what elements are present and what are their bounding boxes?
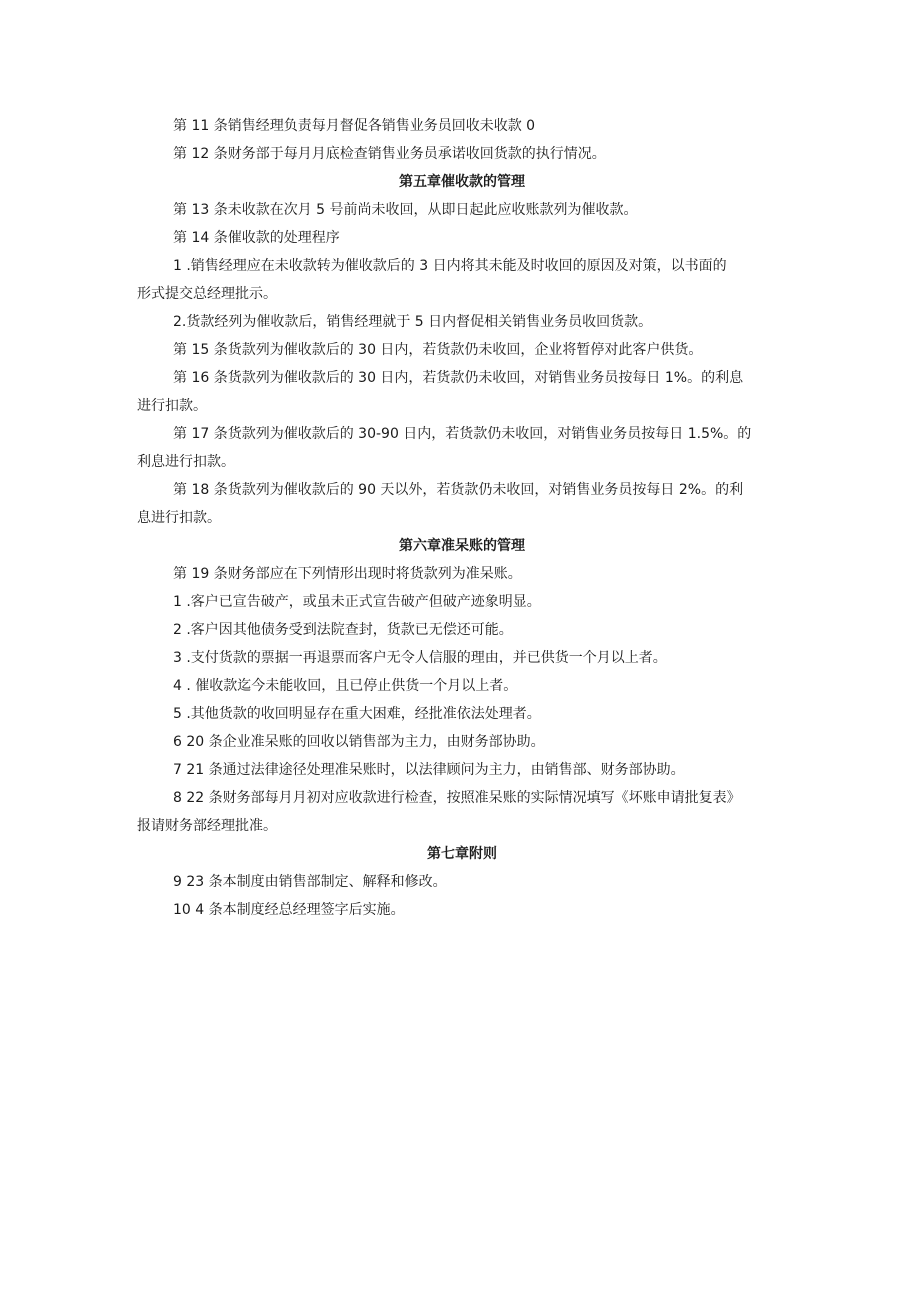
article-13: 第 13 条未收款在次月 5 号前尚未收回，从即日起此应收账款列为催收款。	[173, 202, 638, 218]
article-15: 第 15 条货款列为催收款后的 30 日内，若货款仍未收回，企业将暂停对此客户供货。	[173, 342, 703, 358]
article-11: 第 11 条销售经理负责每月督促各销售业务员回收未收款 0	[173, 118, 536, 134]
article-19-item-4: 4 . 催收款迄今未能收回，且已停止供货一个月以上者。	[173, 678, 518, 694]
article-21: 7 21 条通过法律途径处理准呆账时，以法律顾问为主力，由销售部、财务部协助。	[173, 762, 685, 778]
article-22-line-1: 8 22 条财务部每月月初对应收款进行检查，按照准呆账的实际情况填写《坏账申请批复表》	[173, 790, 741, 806]
article-18-line-2: 息进行扣款。	[137, 510, 221, 526]
article-19-item-2: 2 .客户因其他债务受到法院查封，货款已无偿还可能。	[173, 622, 513, 638]
article-19: 第 19 条财务部应在下列情形出现时将货款列为准呆账。	[173, 566, 522, 582]
article-16-line-1: 第 16 条货款列为催收款后的 30 日内，若货款仍未收回，对销售业务员按每日 1%。的利息	[173, 370, 744, 386]
article-14: 第 14 条催收款的处理程序	[173, 230, 340, 246]
chapter-6-heading: 第六章准呆账的管理	[399, 538, 525, 554]
article-14-item-2: 2.货款经列为催收款后，销售经理就于 5 日内督促相关销售业务员收回货款。	[173, 314, 653, 330]
article-22-line-2: 报请财务部经理批准。	[137, 818, 277, 834]
chapter-7-heading: 第七章附则	[427, 846, 497, 862]
article-19-item-5: 5 .其他货款的收回明显存在重大困难，经批准依法处理者。	[173, 706, 541, 722]
article-14-item-1-line-1: 1 .销售经理应在未收款转为催收款后的 3 日内将其未能及时收回的原因及对策，以书面的	[173, 258, 727, 274]
article-17-line-1: 第 17 条货款列为催收款后的 30-90 日内，若货款仍未收回，对销售业务员按每日 1.5%。的	[173, 426, 752, 442]
article-24: 10 4 条本制度经总经理签字后实施。	[173, 902, 405, 918]
article-18-line-1: 第 18 条货款列为催收款后的 90 天以外，若货款仍未收回，对销售业务员按每日 2%。的利	[173, 482, 744, 498]
article-16-line-2: 进行扣款。	[137, 398, 207, 414]
article-14-item-1-line-2: 形式提交总经理批示。	[137, 286, 277, 302]
article-20: 6 20 条企业准呆账的回收以销售部为主力，由财务部协助。	[173, 734, 545, 750]
article-17-line-2: 利息进行扣款。	[137, 454, 235, 470]
article-19-item-3: 3 .支付货款的票据一再退票而客户无令人信服的理由，并已供货一个月以上者。	[173, 650, 667, 666]
article-12: 第 12 条财务部于每月月底检查销售业务员承诺收回货款的执行情况。	[173, 146, 606, 162]
article-23: 9 23 条本制度由销售部制定、解释和修改。	[173, 874, 447, 890]
chapter-5-heading: 第五章催收款的管理	[399, 174, 525, 190]
article-19-item-1: 1 .客户已宣告破产，或虽未正式宣告破产但破产迹象明显。	[173, 594, 541, 610]
document-body	[137, 112, 787, 924]
